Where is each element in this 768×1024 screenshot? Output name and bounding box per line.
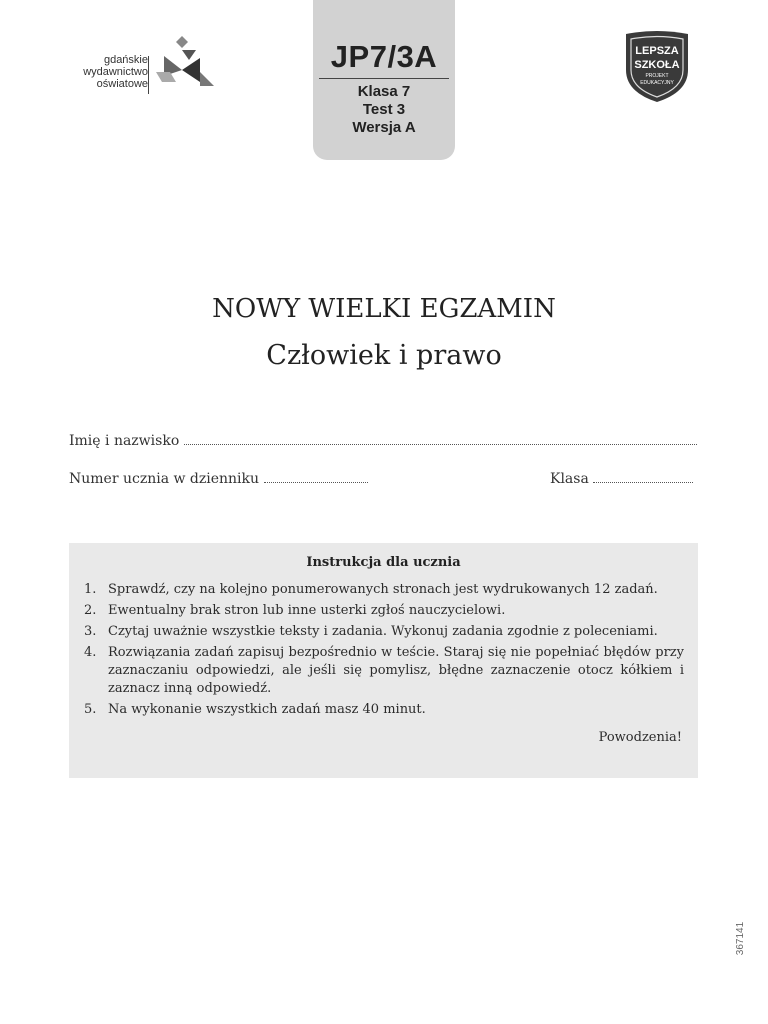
instructions-box <box>69 543 698 778</box>
list-item <box>84 602 684 620</box>
version-label: Wersja A <box>352 119 416 136</box>
item-number: 3. <box>84 624 97 639</box>
list-item <box>84 623 684 641</box>
tangram-icon <box>154 36 218 92</box>
item-number: 2. <box>84 603 97 618</box>
item-text: Sprawdź, czy na kolejno ponumerowanych stronach jest wydrukowanych 12 zadań. <box>108 582 658 597</box>
item-text: Ewentualny brak stron lub inne usterki zgłoś nauczycielowi. <box>108 603 506 618</box>
publisher-name-line: wydawnictwo <box>83 66 148 78</box>
tab-divider <box>319 78 449 79</box>
item-text: Na wykonanie wszystkich zadań masz 40 minut. <box>108 702 426 717</box>
exam-subtitle: Człowiek i prawo <box>266 340 502 371</box>
class-field-label: Klasa <box>550 471 589 487</box>
test-code: JP7/3A <box>330 39 438 74</box>
item-text: Czytaj uważnie wszystkie teksty i zadania. Wykonuj zadania zgodnie z poleceniami. <box>108 624 658 639</box>
test-code-tab <box>313 0 455 160</box>
test-label: Test 3 <box>362 101 406 118</box>
publisher-name-line: gdańskie <box>103 54 148 66</box>
badge-line: PROJEKT <box>645 73 669 79</box>
closing-text: Powodzenia! <box>598 730 682 745</box>
number-label: Numer ucznia w dzienniku <box>69 471 260 487</box>
item-number: 4. <box>84 645 97 660</box>
item-number: 1. <box>84 582 97 597</box>
instructions-list <box>84 581 684 722</box>
number-input-line[interactable] <box>264 470 368 483</box>
item-number: 5. <box>84 702 97 717</box>
instructions-heading: Instrukcja dla ucznia <box>306 555 461 570</box>
name-label: Imię i nazwisko <box>69 433 180 449</box>
badge-line: SZKOŁA <box>634 59 680 71</box>
class-label: Klasa 7 <box>357 83 411 100</box>
publisher-logo <box>60 36 230 100</box>
list-item <box>84 644 684 698</box>
class-input-line[interactable] <box>593 470 693 483</box>
publisher-name <box>83 54 148 90</box>
logo-divider <box>148 56 149 94</box>
lepsza-szkola-badge <box>622 30 692 104</box>
exam-title: NOWY WIELKI EGZAMIN <box>212 294 556 324</box>
list-item <box>84 701 684 719</box>
name-field <box>69 432 697 449</box>
name-input-line[interactable] <box>184 432 697 445</box>
class-field <box>550 470 693 487</box>
serial-number: 367141 <box>735 921 747 956</box>
badge-line: EDUKACYJNY <box>640 80 674 86</box>
number-field <box>69 470 368 487</box>
badge-line: LEPSZA <box>635 45 679 57</box>
item-text: Rozwiązania zadań zapisuj bezpośrednio w teście. Staraj się nie popełniać błędów przy zaznaczaniu odpowiedzi, ale jeśli się pomylisz, błędne zaznaczenie otocz kółkiem i zaznacz inną odpowiedź. <box>108 645 684 696</box>
list-item <box>84 581 684 599</box>
publisher-name-line: oświatowe <box>96 78 148 90</box>
